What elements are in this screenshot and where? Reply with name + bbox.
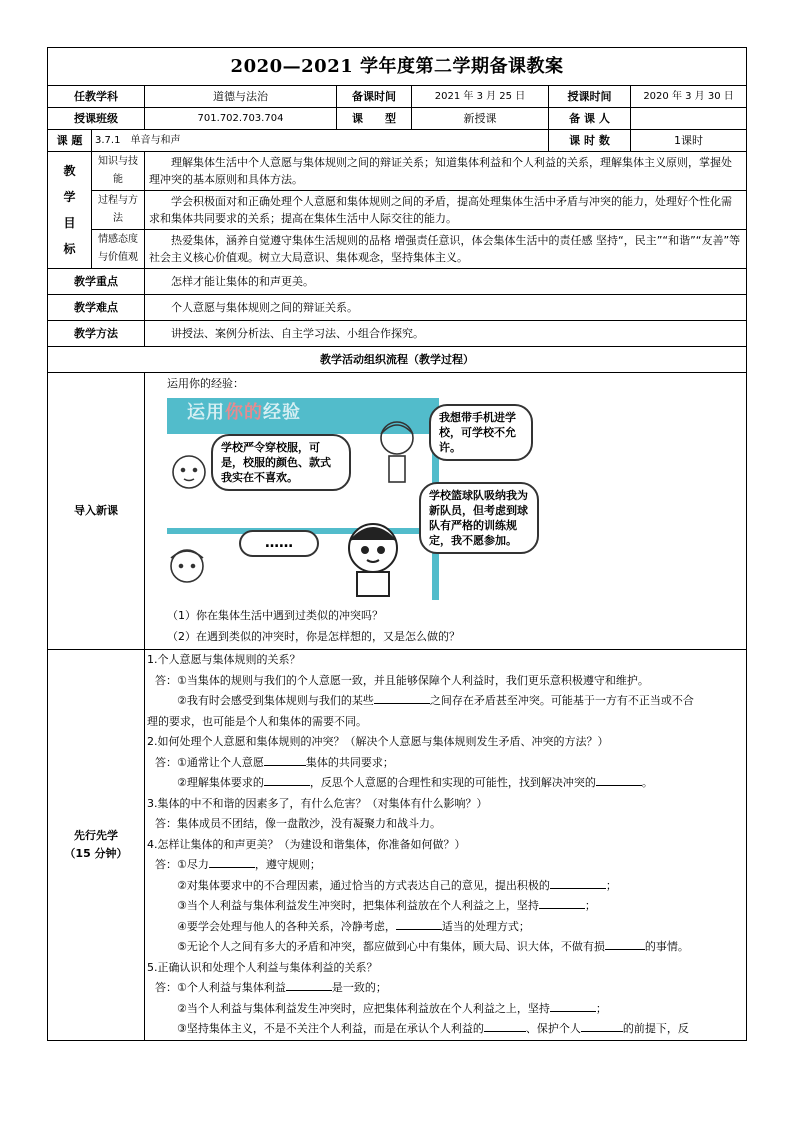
q4-a1-tail: ，遵守规则； [254,858,321,871]
goal-text-process: 学会积极面对和正确处理个人意愿和集体规则之间的矛盾，提高处理集体生活中矛盾与冲突的能力，处理好个性化需求和集体共同要求的关系；提高在集体生活中人际交往的能力。 [145,191,747,230]
q4-a5-text: ⑤无论个人之间有多大的矛盾和冲突，都应做到心中有集体，顾大局、识大体，不做有损 [177,940,605,953]
q4-a3-tail: ； [584,899,596,912]
prestudy-time: （15 分钟） [64,846,128,860]
blank-1 [374,692,430,704]
girl-figure-icon [381,422,413,482]
teach-time-label: 授课时间 [549,86,631,108]
preparer-value [631,108,747,130]
type-value: 新授课 [412,108,549,130]
q3-answer: 答：集体成员不团结，像一盘散沙，没有凝聚力和战斗力。 [155,817,441,830]
q4-a2-tail: ； [605,878,617,892]
q2-answer-2 [147,773,744,794]
q2-answer-1 [147,753,744,774]
blank-11 [550,1000,596,1012]
blank-2 [264,754,306,766]
method-value: 讲授法、案例分析法、自主学习法、小组合作探究。 [145,321,747,347]
q2-a1-text: 答：①通常让个人意愿 [155,755,264,769]
intro-cell [145,373,747,650]
lesson-plan-table [47,47,747,1041]
boy-figure-icon [349,524,397,596]
q5-title: 5.正确认识和处理个人利益与集体利益的关系？ [147,960,378,974]
subject-value: 道德与法治 [145,86,337,108]
difficulty-label: 教学难点 [48,295,145,321]
blank-3 [264,774,310,786]
blank-12 [484,1020,526,1032]
q2-a2-mid: ，反思个人意愿的合理性和实现的可能性，找到解决冲突的 [309,776,596,789]
q4-a1-text: 答：①尽力 [155,858,209,871]
prep-time-value: 2021 年 3 月 25 日 [412,86,549,108]
goal-text-attitude: 热爱集体，涵养自觉遵守集体生活规则的品格 增强责任意识，体会集体生活中的责任感 坚持“，民主”“和谐”“友善”等社会主义核心价值观。树立大局意识、集体观念，坚持集体主义。 [145,230,747,269]
q2-a2-tail: 。 [641,776,653,789]
class-label: 授课班级 [48,108,145,130]
q5-answer-3 [147,1019,744,1040]
method-label: 教学方法 [48,321,145,347]
illus-title-b: 你的 [225,402,263,423]
difficulty-value: 个人意愿与集体规则之间的辩证关系。 [145,295,747,321]
q4-answer-4 [147,917,744,938]
goal-sub-attitude: 情感态度与价值观 [92,230,145,269]
q1-answer-2 [147,691,744,712]
speech-bubble-uniform: 学校严令穿校服，可是，校服的颜色、款式我实在不喜欢。 [211,434,351,491]
q4-a4-text: ④要学会处理与他人的各种关系，冷静考虑， [177,919,396,933]
type-label: 课 型 [337,108,412,130]
q5-a3-text: ③坚持集体主义，不是不关注个人利益，而是在承认个人利益的 [177,1022,484,1035]
speech-bubble-basketball: 学校篮球队吸纳我为新队员，但考虑到球队有严格的训练规定，我不愿参加。 [419,482,539,554]
q1-title: 1.个人意愿与集体规则的关系？ [147,653,301,666]
q4-answer-3 [147,896,744,917]
blank-10 [286,979,332,991]
q5-answer-1 [147,978,744,999]
blank-7 [539,897,585,909]
q4-a2-text: ②对集体要求中的不合理因素，通过恰当的方式表达自己的意见，提出积极的 [177,878,550,892]
girl-face-icon [171,550,203,582]
page-title: 2020—2021 学年度第二学期备课教案 [48,48,747,86]
q2-a2-text: ②理解集体要求的 [177,776,264,789]
q4-answer-2 [147,876,744,897]
goals-label [48,152,92,269]
subject-label: 任教学科 [48,86,145,108]
q1-a2-text: ②我有时会感受到集体规则与我们的某些 [177,694,374,707]
q3-title: 3.集体的中不和谐的因素多了，有什么危害？（对集体有什么影响？） [147,796,488,810]
q1-a2-tail: 之间存在矛盾甚至冲突。可能基于一方有不正当或不合 [429,694,694,707]
illus-title-a: 运用 [187,402,225,423]
process-title: 教学活动组织流程（教学过程） [48,347,747,373]
teach-time-value: 2020 年 3 月 30 日 [631,86,747,108]
intro-lead: 运用你的经验： [167,377,244,390]
boy-face-icon [173,456,205,488]
key-point-value: 怎样才能让集体的和声更美。 [145,269,747,295]
illus-title-c: 经验 [263,402,301,423]
hours-label: 课 时 数 [549,130,631,152]
speech-bubble-ellipsis: …… [239,530,319,557]
prestudy-label-cell [48,650,145,1041]
q1-answer-1: 答：①当集体的规则与我们的个人意愿一致，并且能够保障个人利益时，我们更乐意积极遵守和维护。 [155,673,649,687]
lesson-plan-sheet [47,47,746,1041]
q5-a3-mid: 、保护个人 [525,1022,581,1035]
goals-label-text: 教学目标 [63,164,76,256]
q2-a1-tail: 集体的共同要求； [305,755,394,769]
topic-value: 3.7.1 单音与和声 [92,130,549,152]
experience-illustration [167,398,553,600]
blank-4 [596,774,642,786]
key-point-label: 教学重点 [48,269,145,295]
q4-a5-tail: 的事情。 [644,940,689,953]
intro-question-1: （1）你在集体生活中遇到过类似的冲突吗？ [167,609,383,622]
q5-a2-tail: ； [595,1001,607,1015]
goal-sub-knowledge: 知识与技能 [92,152,145,191]
prep-time-label: 备课时间 [337,86,412,108]
blank-9 [605,938,645,950]
q1-answer-3: 理的要求，也可能是个人和集体的需要不同。 [147,714,367,728]
q5-a1-text: 答：①个人利益与集体利益 [155,981,286,994]
prestudy-cell [145,650,747,1041]
q2-title: 2.如何处理个人意愿和集体规则的冲突？（解决个人意愿与集体规则发生矛盾、冲突的方法？） [147,735,609,748]
goal-sub-process: 过程与方法 [92,191,145,230]
topic-label: 课 题 [48,130,92,152]
blank-5 [209,856,255,868]
goal-text-knowledge: 理解集体生活中个人意愿与集体规则之间的辩证关系；知道集体利益和个人利益的关系，理解集体主义原则，掌握处理冲突的基本原则和具体方法。 [145,152,747,191]
blank-6 [550,877,606,889]
prestudy-label: 先行先学 [74,828,118,842]
q5-a3-tail: 的前提下，反 [622,1022,689,1035]
speech-bubble-phone: 我想带手机进学校，可学校不允许。 [429,404,533,461]
q5-a1-tail: 是一致的； [331,981,387,994]
q4-answer-5 [147,937,744,958]
intro-label: 导入新课 [48,373,145,650]
q4-title: 4.怎样让集体的和声更美？（为建设和谐集体，你准备如何做？） [147,837,466,851]
q5-a2-text: ②当个人利益与集体利益发生冲突时，应把集体利益放在个人利益之上，坚持 [177,1001,550,1015]
class-value: 701.702.703.704 [145,108,337,130]
q4-a3-text: ③当个人利益与集体利益发生冲突时，把集体利益放在个人利益之上，坚持 [177,899,539,912]
hours-value: 1课时 [631,130,747,152]
q5-answer-2 [147,999,744,1020]
intro-question-2: （2）在遇到类似的冲突时，你是怎样想的，又是怎么做的？ [167,629,460,643]
q4-a4-tail: 适当的处理方式； [441,919,530,933]
preparer-label: 备 课 人 [549,108,631,130]
blank-8 [396,918,442,930]
blank-13 [581,1020,623,1032]
q4-answer-1 [147,855,744,876]
